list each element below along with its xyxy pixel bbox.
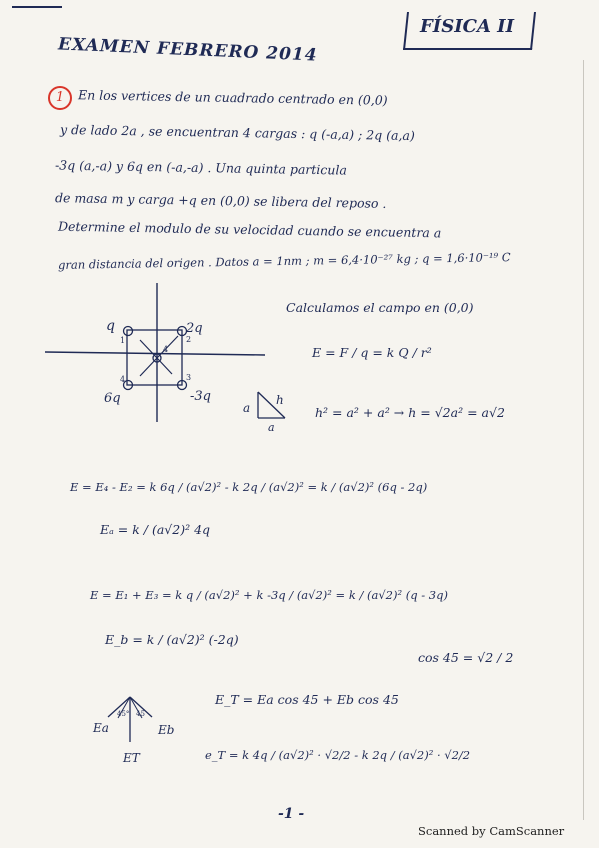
cos45-note: cos 45 = √2 / 2 xyxy=(418,650,514,665)
problem-line-5: Determine el modulo de su velocidad cuando se encuentra a xyxy=(57,218,442,241)
scanner-watermark: Scanned by CamScanner xyxy=(418,824,565,838)
hypotenuse-formula: h² = a² + a² → h = √2a² = a√2 xyxy=(315,405,505,420)
vector-angle-2: 45 xyxy=(136,710,145,718)
exam-title: EXAMEN FEBRERO 2014 xyxy=(57,34,318,66)
problem-line-3: -3q (a,-a) y 6q en (-a,-a) . Una quinta particula xyxy=(54,157,347,178)
vector-label-eb: Eb xyxy=(158,723,175,737)
subject-label: FÍSICA II xyxy=(420,16,515,37)
problem-line-4: de masa m y carga +q en (0,0) se libera del reposo . xyxy=(54,190,387,211)
label-e4: 4 xyxy=(163,345,169,354)
problem-line-6: gran distancia del origen . Datos a = 1nm ; m = 6,4·10⁻²⁷ kg ; q = 1,6·10⁻¹⁹ C xyxy=(57,250,511,272)
et-expanded: e_T = k 4q / (a√2)² · √2/2 - k 2q / (a√2)² · √2/2 xyxy=(205,748,471,762)
et-formula: E_T = Ea cos 45 + Eb cos 45 xyxy=(215,692,399,707)
field-vector-2 xyxy=(140,358,157,376)
page-number-mark: -1 - xyxy=(278,806,305,822)
problem-number-badge: 1 xyxy=(48,86,72,110)
triangle-label-base: a xyxy=(268,421,275,434)
equation-e1-e3: E = E₁ + E₃ = k q / (a√2)² + k -3q / (a√2)² = k / (a√2)² (q - 3q) xyxy=(90,588,448,602)
field-vector-3 xyxy=(140,340,157,358)
equation-eb-result: E_b = k / (a√2)² (-2q) xyxy=(105,632,239,647)
problem-line-2: y de lado 2a , se encuentran 4 cargas : q (-a,a) ; 2q (a,a) xyxy=(59,121,415,144)
vector-label-ea: Ea xyxy=(93,721,109,735)
label-n1: 1 xyxy=(120,336,126,345)
label-minus3q: -3q xyxy=(190,389,211,404)
vector-angle-1: 45° xyxy=(117,710,130,718)
field-vector-4 xyxy=(157,358,172,374)
problem-line-1: En los vertices de un cuadrado centrado en (0,0) xyxy=(77,87,388,108)
vector-label-et: ET xyxy=(123,751,140,765)
label-6q: 6q xyxy=(104,391,121,406)
triangle-label-h: h xyxy=(276,393,284,407)
label-n4: 4 xyxy=(120,375,126,384)
equation-ea-result: Eₐ = k / (a√2)² 4q xyxy=(100,522,211,537)
calc-title: Calculamos el campo en (0,0) xyxy=(286,300,474,315)
label-n3: 3 xyxy=(186,373,192,382)
equation-e4-e2: E = E₄ - E₂ = k 6q / (a√2)² - k 2q / (a√2)² = k / (a√2)² (6q - 2q) xyxy=(70,480,428,494)
field-formula: E = F / q = k Q / r² xyxy=(312,345,432,360)
label-2q: 2q xyxy=(186,321,203,336)
charge-q-marker xyxy=(124,327,133,336)
square-outline xyxy=(127,330,182,385)
triangle-label-a: a xyxy=(243,401,251,415)
label-q: q xyxy=(106,318,115,334)
label-n2: 2 xyxy=(186,335,192,344)
